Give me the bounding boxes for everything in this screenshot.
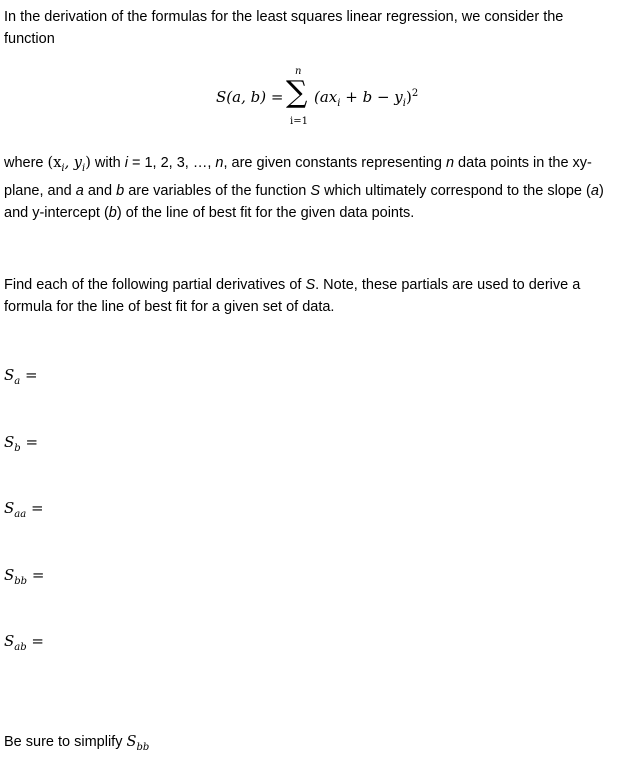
var-n: n [215,155,224,171]
equals-sign: = [27,566,45,584]
rhs-mid: + b − y [340,88,403,106]
partial-sbb-label [4,566,44,587]
description-line-1 [4,152,640,180]
partial-sb-label [4,433,38,454]
desc-text: data points in the xy- [454,155,592,171]
answer-field-sbb[interactable] [78,566,382,590]
sum-lower-limit: i=1 [290,116,308,127]
rhs-close: ) [405,88,412,106]
instructions-line-2: formula for the line of best fit for a given set of data. [4,299,335,315]
desc-text: are variables of the function [124,182,311,199]
answer-field-sb[interactable] [60,433,364,457]
footer-text: Be sure to simplify [4,734,127,750]
footer-math [126,734,150,753]
var-a: a [75,182,84,199]
desc-text: and [83,182,117,199]
desc-text: = 1, 2, 3, …, [127,155,216,171]
desc-text: with [90,155,125,171]
formula-rhs [314,88,418,109]
var-i: i [124,155,128,171]
instructions-paragraph [4,274,580,318]
summation-symbol: ∑ [286,75,308,110]
answer-field-sa[interactable] [60,366,364,390]
pair-close: ) [85,155,91,171]
footer-base: S [126,734,137,750]
description-line-2 [4,180,640,202]
pair-open: (x [47,155,62,171]
partial-base: S [4,632,15,650]
var-s: S [310,182,321,199]
partial-sub: ab [14,642,27,653]
desc-text: ) of the line of best fit for the given data points. [116,204,415,221]
rhs-power: 2 [411,88,419,99]
rhs-open: (ax [314,88,338,106]
desc-text: where [4,155,48,171]
pair-sub-1: i [61,162,65,174]
partial-sa-label [4,366,38,387]
partial-sub: a [14,376,21,387]
equals-sign: = [20,433,39,451]
partial-sub: bb [14,576,28,587]
data-point-pair [47,155,91,174]
desc-text: and y-intercept ( [4,204,109,221]
desc-text: , are given constants representing [223,155,446,171]
simplify-note [4,731,149,759]
description-paragraph [4,152,640,224]
intro-line-2: function [4,31,55,47]
var-s: S [305,277,316,293]
answer-field-saa[interactable] [78,499,382,523]
pair-sub-2: i [82,162,86,174]
var-b: b [116,182,125,199]
answer-field-sab[interactable] [78,632,382,656]
var-b: b [108,204,117,221]
formula-lhs: S(a, b) = [216,88,284,106]
description-line-3 [4,202,640,224]
pair-mid: , y [64,155,82,171]
rhs-sub-1: i [337,98,341,109]
footer-sub: bb [136,741,150,753]
desc-text: ) [598,182,604,199]
partial-sab-label [4,632,44,653]
rhs-sub-2: i [402,98,406,109]
sum-upper-limit: n [295,66,302,77]
partial-sub: b [14,443,21,454]
desc-text: which ultimately correspond to the slope ( [320,182,591,199]
partial-base: S [4,433,15,451]
equals-sign: = [26,632,44,650]
least-squares-formula [216,64,446,134]
desc-text: plane, and [4,182,76,199]
partial-base: S [4,566,15,584]
partial-sub: aa [14,509,27,520]
partial-base: S [4,366,15,384]
equals-sign: = [26,499,44,517]
var-a: a [590,182,599,199]
intro-line-1: In the derivation of the formulas for the least squares linear regression, we consider the [4,9,564,25]
instructions-line-1 [4,274,580,296]
intro-paragraph [4,6,563,50]
var-n: n [445,155,455,171]
instr-text: . Note, these partials are used to derive a [315,277,581,293]
instr-text: Find each of the following partial derivatives of [4,277,306,293]
equals-sign: = [20,366,38,384]
partial-base: S [4,499,15,517]
partial-saa-label [4,499,44,520]
